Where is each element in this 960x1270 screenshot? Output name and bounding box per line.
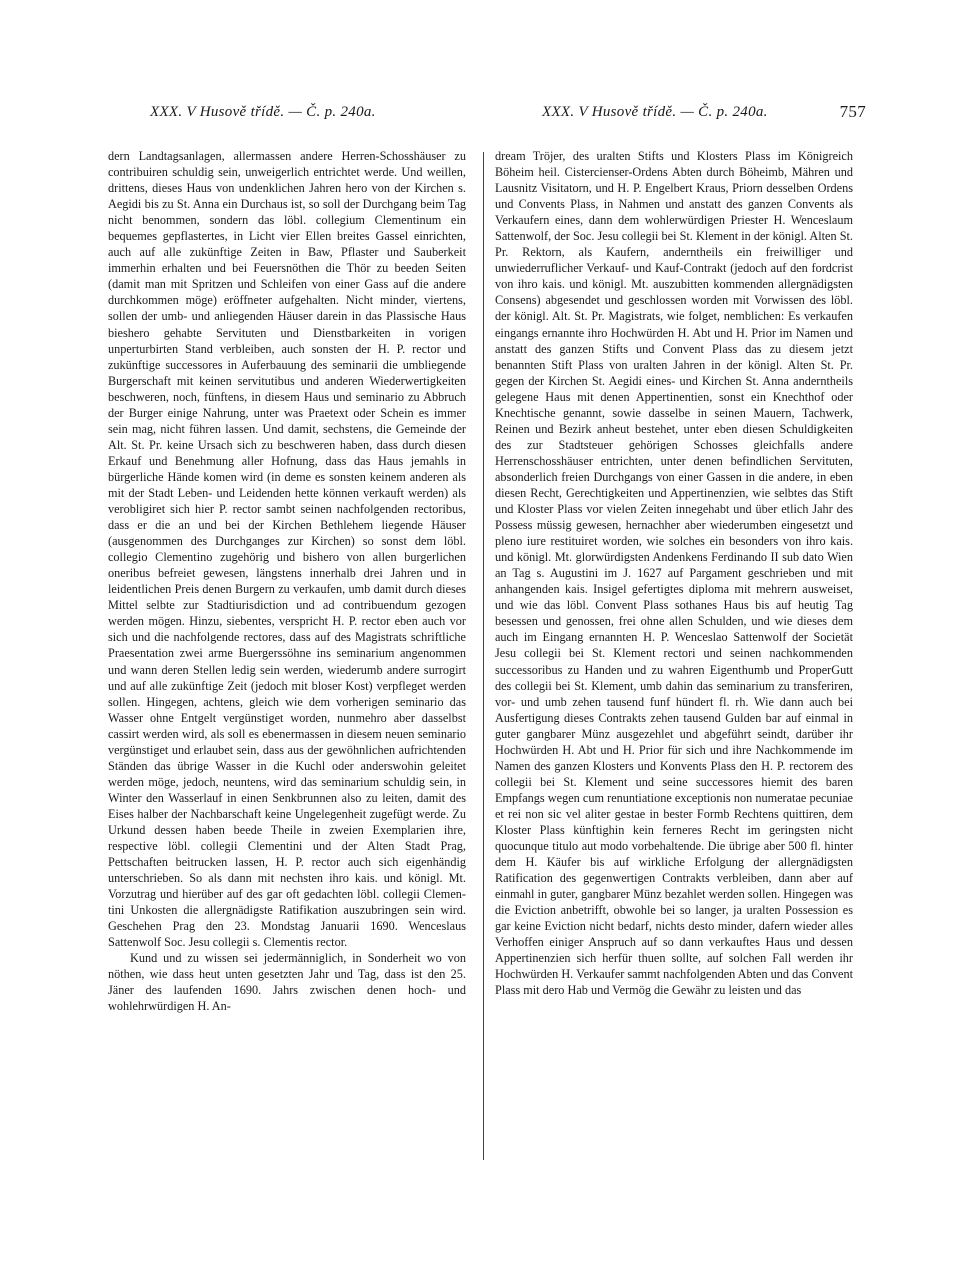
running-header [150, 104, 866, 128]
right-paragraph-1: dream Tröjer, des uralten Stifts und Klosters Plass im Königreich Böheim heil. Cistercienser-Ordens Abten durch Böheimb, Mähren und Lausnitz Visitatorn, und H. P. Engelbert Kraus, Priorn desselben Ordens und Convents Plass, in Nahmen und anstatt des ganzen Convents als Verkaufern eines, dann dem wohlerwürdigen Priester H. Wenceslaum Sattenwolf, der Soc. Jesu collegii bei St. Klement in der königl. Alten St. Pr. Rektorn, als Kaufern, anderntheils ein freiwilliger und unwiederruflicher Verkauf- und Kauf-Contrakt (jedoch auf den fordcrist von ihro kais. und königl. Mt. auszubitten kommenden allergnädigsten Consens) abgesendet und geschlossen worden mit Vorwissen des löbl. der königl. Alt. St. Pr. Magistrats, wie folget, nemblichen: Es verkaufen eingangs ernannte ihro Hochwürden H. Abt und H. Prior im Namen und anstatt des ganzen Stifts und Convent Plass das zu diesem jetzt benannten Stift Plass von uralten Jahren in der königl. Alten St. Pr. gegen der Kirchen St. Aegidi eines- und Kirchen St. Anna anderntheils gelegene Haus mit denen Appertinentien, sonst ein Knechthof oder Knechtische genannt, sowie dasselbe in seinen Mauern, Tachwerk, Reinen und Bezirk anheut bestehet, unter eben diesen Schuldigkeiten des zur Stadtsteuer gehörigen Schosses gleichfalls andere Herrenschosshäuser entrichten, unter denen befindlichen Servituten, absonderlich freien Durchgangs von einer Gassen in die andere, in eben diesen Recht, Gerechtigkeiten und Appertinenzien, wie selbtes das Stift und Kloster Plass vor vielen Zeiten innegehabt und über etlich Jahr des Possess müssig gewesen, hernachher aber wiederumben eingesetzt und pleno iure restituiret worden, wie solches ein besonders von ihro kais. und königl. Mt. glorwürdigsten Andenkens Ferdinando II sub dato Wien an Tag s. Augustini im J. 1627 auf Pargament geschrieben und mit anhangenden kais. Insigel gefertigtes diploma mit mehrern ausweiset, und wie das löbl. Convent Plass sothanes Haus bis auf heutig Tag besessen und genossen, frei ohne allen Schulden, und wie dieses dem auch im Eingang ernannten H. P. Wenceslao Sattenwolf der Societät Jesu collegii bei St. Klement rectori und seinen nachkommenden successoribus zu Handen und zu wahren Eigenthumb und ProperGutt des collegii bei St. Klement, umb dahin das seminarium zu transferiren, vor- und umb zehen tausend funf hündert fl. rh. Wie dann auch bei Ausfertigung dieses Contrakts zehen tausend Gulden bar auf einmal in guter gangbarer Münz ausgezehlet und abgeführt seindt, darüber ihr Hochwürden H. Abt und H. Prior für sich und ihre Nachkommende im Namen des ganzen Klosters und Konvents Plass den H. P. rectorem des collegii bei St. Klement und seine successores hiemit des baren Empfangs wegen cum renuntiatione exceptionis non numeratae pecuniae et rei non sic vel aliter gestae in bester Formb Rechtens quittiren, dem Kloster Plass künftighin kein ferneres Recht im geringsten nicht quocunque titulo aut modo vorbehaltende. Die übrige aber 500 fl. hinter dem H. Käufer bis auf wirkliche Erfolgung der allergnädigsten Ratification des gegenwertigen Contrakts verbleiben, dann aber auf einmahl in guter, gangbarer Münz bezahlet werden sollen. Hingegen was die Eviction anbetrifft, obwohle bei so langer, ja uralten Possession es gar keine Eviction nicht bedarf, nichts desto minder, dafern wieder alles Verhoffen einiger Anspruch auf so dann verkauftes Haus und dessen Appertinenzien sich herfür thuen sollte, auf solchen Fall werden ihr Hochwürden H. Verkaufer sammt nachfolgenden Abten und das Convent Plass mit dero Hab und Vermög die Gewähr zu leisten und das [495, 149, 853, 998]
left-paragraph-2: Kund und zu wissen sei jedermänniglich, in Sonderheit wo von nöthen, wie dass heut unten gesetzten Jahr und Tag, dass ist den 25. Jäner des laufenden 1690. Jahrs zwischen denen hoch- und wohlehrwürdigen H. An- [108, 951, 466, 1014]
left-running-title: XXX. V Husově třídě. — Č. p. 240a. [150, 104, 376, 120]
page-number: 757 [839, 102, 866, 121]
right-running-title: XXX. V Husově třídě. — Č. p. 240a. [542, 104, 768, 120]
left-column [108, 148, 466, 1015]
right-column [495, 148, 853, 998]
left-paragraph-1: dern Landtagsanlagen, allermassen andere Herren-Schosshäuser zu contribuiren schuldig sein, unweigerlich entrichtet werde. Und weillen, drittens, dieses Haus von undenklichen Jahren hero von der Kirchen s. Aegidi bis zu St. Anna ein Durchaus ist, so soll der Durchgang beim Tag nicht benommen, sondern das löbl. collegium Clementinum ein bequemes gepflastertes, in Licht vier Ellen breites Gassel einrichten, auch auf alle zukünftige Zeiten in Baw, Pflaster und Sauberkeit immerhin erhalten und bei Feuersnöthen die Thör zu beeden Seiten (damit man mit Spritzen und Schleifen von einer Gass auf die andere durchkommen möge) eröffneter aufgehalten. Nicht minder, viertens, sollen der umb- und anliegenden Häuser darein in das Plassische Haus bieshero gehabte Servituten und Dienstbarkeiten in vorigen unperturbirten Stand verbleiben, auch sonsten der H. P. rector und zukünftige successores in Auferbauung des seminarii die umbliegende Burgerschaft mit keinen servitutibus und anderen Wiederwertigkeiten beschweren, noch, fünftens, in diesem Haus und seminario zu Abbruch der Burger einige Nahrung, unter was Praetext oder Schein es immer sein mag, nicht führen lassen. Und damit, sechstens, die Gemeinde der Alt. St. Pr. keine Ursach sich zu beschweren haben, dass durch diesen Erkauf und Benehmung aller Hofnung, dass das Haus jemahls in bürgerliche Hände komen wird (in deme es sonsten keinem anderen als mit der Stadt Leben- und Leidenden hette können verkauft werden) als verobligiret sich hier P. rector sambt seinen nachfolgenden rectoribus, dass er die an und bei der Kirchen Bethlehem liegende Häuser (ausgenommen des Durchganges zur Kirchen) so sonst dem löbl. collegio Clementino zugehörig und bishero von allen burgerlichen oneribus befreiet gewesen, längstens innerhalb drei Jahren und in leidentlichen Preis denen Burgern zu verkaufen, umb damit durch dieses Mittel selbte zur Stadtiurisdiction und ad contribuendum gezogen werden mögen. Hinzu, siebentes, verspricht H. P. rector eben auch vor sich und die nachfolgende rectores, dass auf des Magistrats schriftliche Praesentation zwei arme Buergerssöhne ins seminarium angenommen und wann deren Stellen ledig sein werden, wiederumb andere surrogirt und auf alle zukünftige Zeit (jedoch mit bloser Kost) verpfleget werden sollen. Hingegen, achtens, gleich wie dem vorherigen seminario das Wasser ohne Entgelt vergünstiget worden, nunmehro aber dasselbst cassirt werden wird, als soll es ebenermassen in diesem neuen seminario vergünstiget und erlaubet sein, dass aus der gewöhnlichen aufrichtenden Ständen das übrige Wasser in die Kuchl oder anderswohin geleitet werden möge, jedoch, neuntens, wird das seminarium schuldig sein, in Winter den Wasserlauf in einen Senkbrunnen also zu leiten, damit des Eises halber der Nachbarschaft keine Ungelegenheit zugefügt werde. Zu Urkund dessen haben beede Theile in zweien Exemplarien ihre, respective löbl. collegii Clementini und der Alten Stadt Prag, Pettschaften beitrucken lassen, H. P. rector auch sich eigenhändig unterschrieben. So als dann mit nechsten ihro kais. und königl. Mt. Vorzutrag und hierüber auf des gar oft gedachten löbl. collegii Clementini Unkosten die allergnädigste Ratifikation auszubringen sein wird. Geschehen Prag den 23. Mondstag Januarii 1690. Wenceslaus Sattenwolf Soc. Jesu collegii s. Clementis rector. [108, 149, 466, 950]
column-divider [483, 152, 484, 1160]
